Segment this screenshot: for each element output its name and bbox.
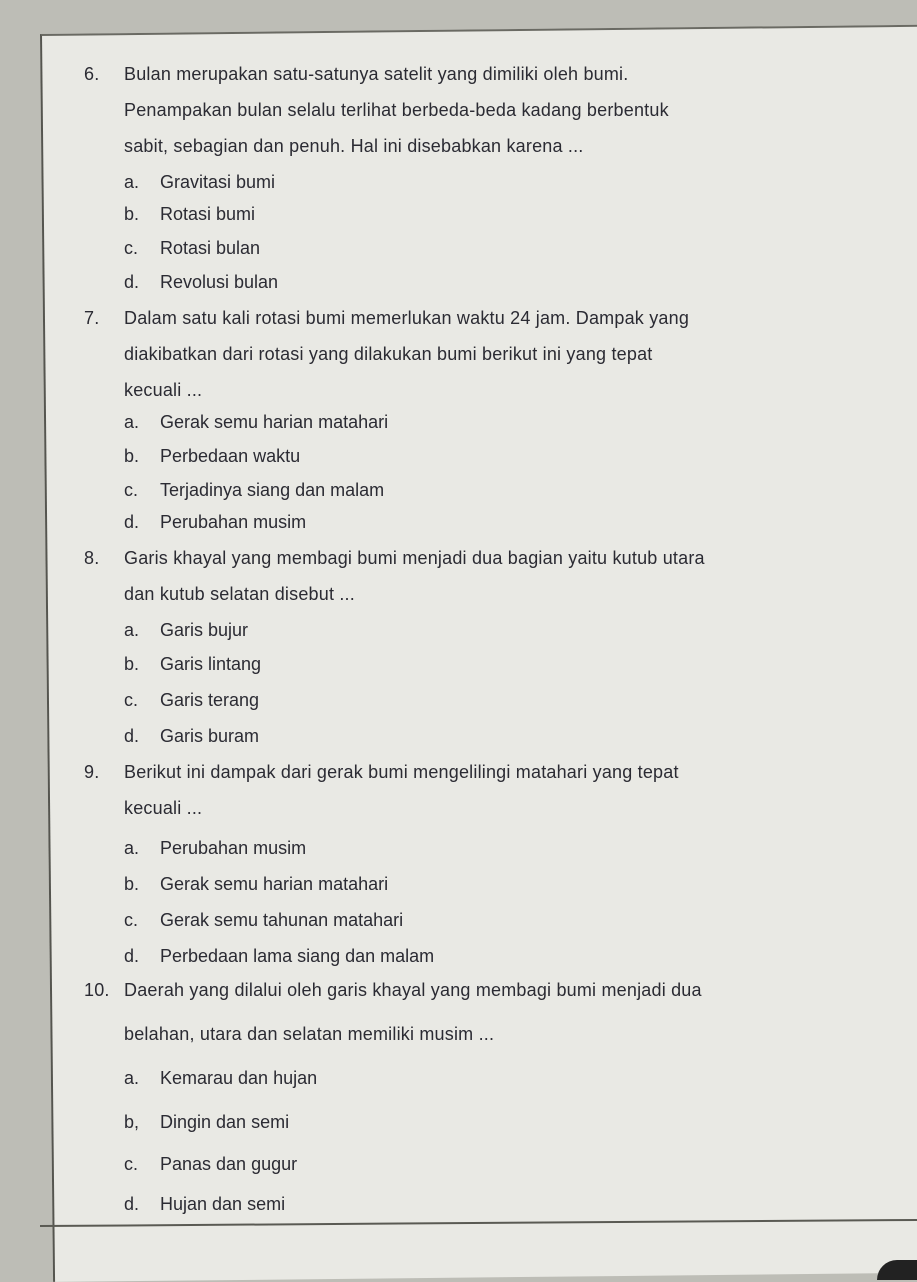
option-text: Garis lintang xyxy=(160,654,261,674)
option-10a[interactable] xyxy=(124,1060,317,1096)
question-10 xyxy=(84,972,702,1052)
option-8b[interactable] xyxy=(124,646,261,682)
option-text: Perbedaan lama siang dan malam xyxy=(160,946,434,966)
option-text: Rotasi bulan xyxy=(160,238,260,258)
option-letter: d. xyxy=(124,938,160,974)
option-text: Terjadinya siang dan malam xyxy=(160,480,384,500)
option-letter: c. xyxy=(124,1146,160,1182)
option-letter: b. xyxy=(124,646,160,682)
option-7d[interactable] xyxy=(124,504,306,540)
option-text: Kemarau dan hujan xyxy=(160,1068,317,1088)
option-letter: b. xyxy=(124,196,160,232)
option-text: Revolusi bulan xyxy=(160,272,278,292)
option-letter: a. xyxy=(124,404,160,440)
option-letter: c. xyxy=(124,682,160,718)
option-10c[interactable] xyxy=(124,1146,297,1182)
option-letter: a. xyxy=(124,164,160,200)
question-text-line: Garis khayal yang membagi bumi menjadi dua bagian yaitu kutub utara xyxy=(124,548,705,568)
option-text: Dingin dan semi xyxy=(160,1112,289,1132)
option-7a[interactable] xyxy=(124,404,388,440)
option-9a[interactable] xyxy=(124,830,306,866)
option-letter: d. xyxy=(124,504,160,540)
option-letter: a. xyxy=(124,830,160,866)
question-text-line: Daerah yang dilalui oleh garis khayal yang membagi bumi menjadi dua xyxy=(124,980,702,1000)
option-text: Perubahan musim xyxy=(160,512,306,532)
option-7c[interactable] xyxy=(124,472,384,508)
option-text: Garis buram xyxy=(160,726,259,746)
question-number: 9. xyxy=(84,754,124,790)
option-6c[interactable] xyxy=(124,230,260,266)
option-letter: c. xyxy=(124,902,160,938)
option-6b[interactable] xyxy=(124,196,255,232)
question-text-line: diakibatkan dari rotasi yang dilakukan bumi berikut ini yang tepat xyxy=(84,336,689,372)
option-letter: a. xyxy=(124,612,160,648)
question-text-line: Bulan merupakan satu-satunya satelit yang dimiliki oleh bumi. xyxy=(124,64,628,84)
option-letter: c. xyxy=(124,230,160,266)
option-6d[interactable] xyxy=(124,264,278,300)
question-text-line: belahan, utara dan selatan memiliki musim ... xyxy=(84,1016,702,1052)
question-text-line: dan kutub selatan disebut ... xyxy=(84,576,705,612)
question-7 xyxy=(84,300,689,408)
option-text: Gerak semu harian matahari xyxy=(160,412,388,432)
question-6 xyxy=(84,56,669,164)
option-letter: a. xyxy=(124,1060,160,1096)
option-text: Gravitasi bumi xyxy=(160,172,275,192)
question-text-line: Dalam satu kali rotasi bumi memerlukan waktu 24 jam. Dampak yang xyxy=(124,308,689,328)
option-text: Rotasi bumi xyxy=(160,204,255,224)
option-text: Gerak semu harian matahari xyxy=(160,874,388,894)
question-number: 6. xyxy=(84,56,124,92)
option-letter: b. xyxy=(124,866,160,902)
option-letter: b. xyxy=(124,438,160,474)
option-text: Panas dan gugur xyxy=(160,1154,297,1174)
question-number: 7. xyxy=(84,300,124,336)
question-number: 8. xyxy=(84,540,124,576)
question-text-line: kecuali ... xyxy=(84,372,689,408)
option-9d[interactable] xyxy=(124,938,434,974)
option-text: Gerak semu tahunan matahari xyxy=(160,910,403,930)
option-letter: d. xyxy=(124,1186,160,1222)
question-text-line: sabit, sebagian dan penuh. Hal ini disebabkan karena ... xyxy=(84,128,669,164)
question-8 xyxy=(84,540,705,612)
option-9c[interactable] xyxy=(124,902,403,938)
question-9 xyxy=(84,754,679,826)
question-text-line: Penampakan bulan selalu terlihat berbeda-beda kadang berbentuk xyxy=(84,92,669,128)
question-text-line: kecuali ... xyxy=(84,790,679,826)
option-text: Garis bujur xyxy=(160,620,248,640)
option-text: Perubahan musim xyxy=(160,838,306,858)
option-letter: b, xyxy=(124,1104,160,1140)
option-text: Garis terang xyxy=(160,690,259,710)
option-8c[interactable] xyxy=(124,682,259,718)
question-number: 10. xyxy=(84,972,124,1008)
option-9b[interactable] xyxy=(124,866,388,902)
option-8a[interactable] xyxy=(124,612,248,648)
option-8d[interactable] xyxy=(124,718,259,754)
option-letter: d. xyxy=(124,718,160,754)
option-text: Hujan dan semi xyxy=(160,1194,285,1214)
option-text: Perbedaan waktu xyxy=(160,446,300,466)
option-6a[interactable] xyxy=(124,164,275,200)
option-letter: d. xyxy=(124,264,160,300)
option-10d[interactable] xyxy=(124,1186,285,1222)
option-10b[interactable] xyxy=(124,1104,289,1140)
option-letter: c. xyxy=(124,472,160,508)
option-7b[interactable] xyxy=(124,438,300,474)
question-text-line: Berikut ini dampak dari gerak bumi mengelilingi matahari yang tepat xyxy=(124,762,679,782)
